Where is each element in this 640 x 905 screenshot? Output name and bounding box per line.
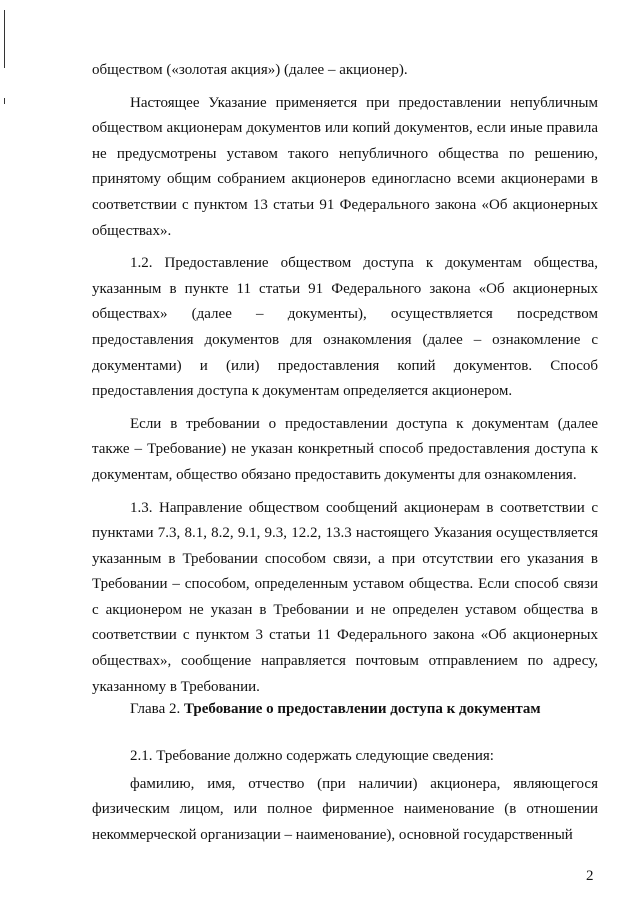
scan-artifact-line	[4, 10, 5, 68]
chapter-title: Требование о предоставлении доступа к документам	[183, 701, 541, 717]
paragraph-2-1: 2.1. Требование должно содержать следующие сведения:	[130, 748, 494, 764]
intro-line: обществом («золотая акция») (далее – акционер).	[92, 62, 408, 78]
paragraph-1-3: 1.3. Направление обществом сообщений акционерам в соответствии с пунктами 7.3, 8.1, 8.2, 9.1, 9.3, 12.2, 13.3 настоящего Указания осуществляется указанным в Требовании способом связи, а при отсутствии его указания в Требовании – способом, определенным уставом общества. Если способ связи с акционером не указан в Требовании и не определен уставом общества в соответствии с пунктом 3 статьи 11 Федерального закона «Об акционерных обществах», сообщение направляется почтовым отправлением по адресу, указанному в Требовании.	[92, 499, 598, 695]
paragraph-1-2: 1.2. Предоставление обществом доступа к документам общества, указанным в пункте 11 статьи 91 Федерального закона «Об акционерных обществах» (далее – документы), осуществляется посредством предоставления документов для ознакомления (далее – ознакомление с документами) и (или) предоставления копий документов. Способ предоставления доступа к документам определяется акционером.	[92, 255, 598, 400]
page-number: 2	[586, 868, 594, 884]
body-text-top	[92, 58, 598, 700]
chapter-heading	[130, 697, 600, 722]
paragraph-fio: фамилию, имя, отчество (при наличии) акционера, являющегося физическим лицом, или полное фирменное наименование (в отношении некоммерческой организации – наименование), основной государственный	[92, 775, 598, 843]
scan-artifact-dash	[4, 98, 5, 104]
paragraph-scope: Настоящее Указание применяется при предоставлении непубличным обществом акционерам документов или копий документов, если иные правила не предусмотрены уставом такого непубличного общества по решению, принятому общим собранием акционеров единогласно всеми акционерами в соответствии с пунктом 13 статьи 91 Федерального закона «Об акционерных обществах».	[92, 94, 598, 239]
chapter-prefix: Глава 2.	[130, 701, 184, 717]
paragraph-request: Если в требовании о предоставлении доступа к документам (далее также – Требование) не указан конкретный способ предоставления доступа к документам, общество обязано предоставить документы для ознакомления.	[92, 415, 598, 483]
body-text-bottom	[92, 744, 598, 848]
